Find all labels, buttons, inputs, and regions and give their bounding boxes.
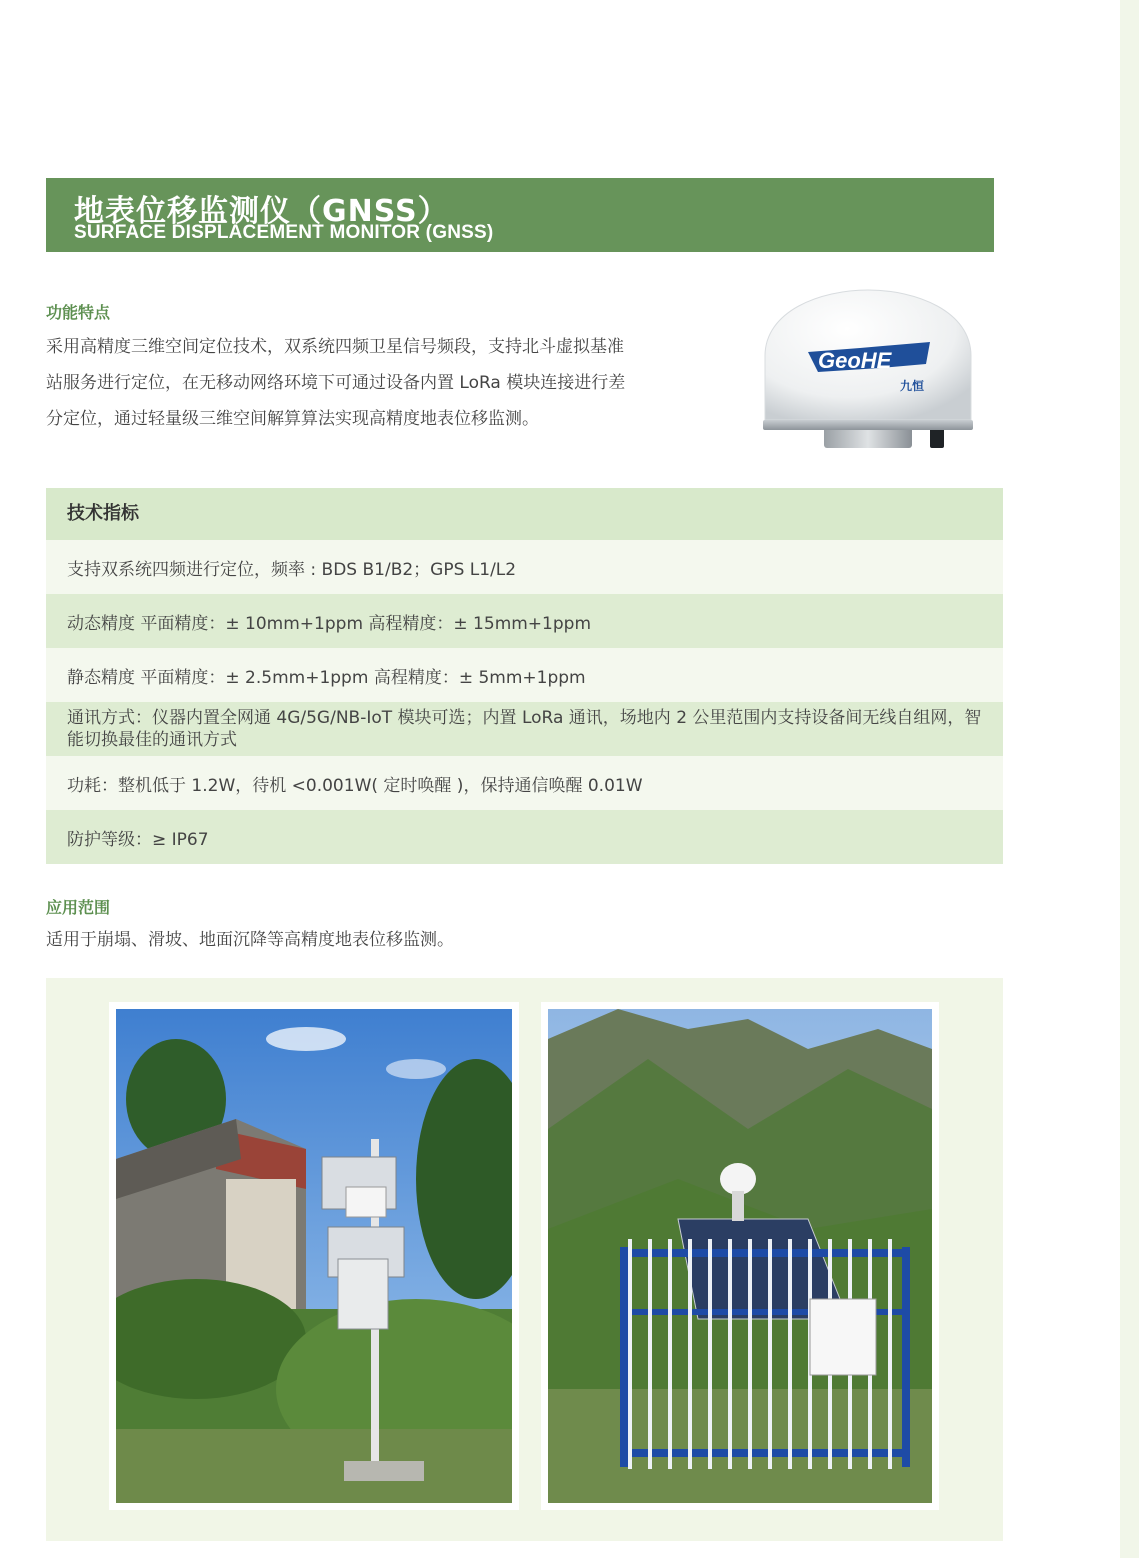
page-title: 地表位移监测仪（GNSS）	[74, 194, 449, 229]
spec-row: 通讯方式：仪器内置全网通 4G/5G/NB-IoT 模块可选；内置 LoRa 通讯，场地内 2 公里范围内支持设备间无线自组网，智能切换最佳的通讯方式	[46, 702, 1003, 756]
features-line: 分定位，通过轻量级三维空间解算算法实现高精度地表位移监测。	[46, 409, 539, 429]
features-line: 采用高精度三维空间定位技术，双系统四频卫星信号频段，支持北斗虚拟基准	[46, 337, 624, 357]
photo-gallery	[46, 978, 1003, 1541]
gnss-antenna-image	[760, 286, 976, 456]
page-subtitle: SURFACE DISPLACEMENT MONITOR (GNSS)	[74, 222, 494, 243]
spec-row: 防护等级：≥ IP67	[46, 810, 1003, 864]
spec-row: 动态精度 平面精度：± 10mm+1ppm 高程精度：± 15mm+1ppm	[46, 594, 1003, 648]
spec-row: 功耗：整机低于 1.2W，待机 <0.001W( 定时唤醒 )，保持通信唤醒 0.01W	[46, 756, 1003, 810]
features-heading: 功能特点	[46, 303, 111, 322]
spec-table-header: 技术指标	[46, 488, 1003, 540]
logo-subtext: 九恒	[900, 379, 925, 393]
features-line: 站服务进行定位，在无移动网络环境下可通过设备内置 LoRa 模块连接进行差	[46, 373, 626, 393]
application-text: 适用于崩塌、滑坡、地面沉降等高精度地表位移监测。	[46, 930, 454, 950]
title-banner	[46, 178, 994, 252]
site-photo-mountain	[548, 1009, 932, 1503]
logo-text: GeoHE	[818, 348, 892, 373]
features-paragraph	[46, 329, 625, 437]
spec-row: 支持双系统四频进行定位，频率 : BDS B1/B2；GPS L1/L2	[46, 540, 1003, 594]
photo-frame	[109, 1002, 519, 1510]
side-strip	[1120, 0, 1139, 1558]
spec-row: 静态精度 平面精度：± 2.5mm+1ppm 高程精度：± 5mm+1ppm	[46, 648, 1003, 702]
photo-frame	[541, 1002, 939, 1510]
application-heading: 应用范围	[46, 898, 111, 917]
spec-table	[46, 488, 1003, 864]
site-photo-pole	[116, 1009, 512, 1503]
